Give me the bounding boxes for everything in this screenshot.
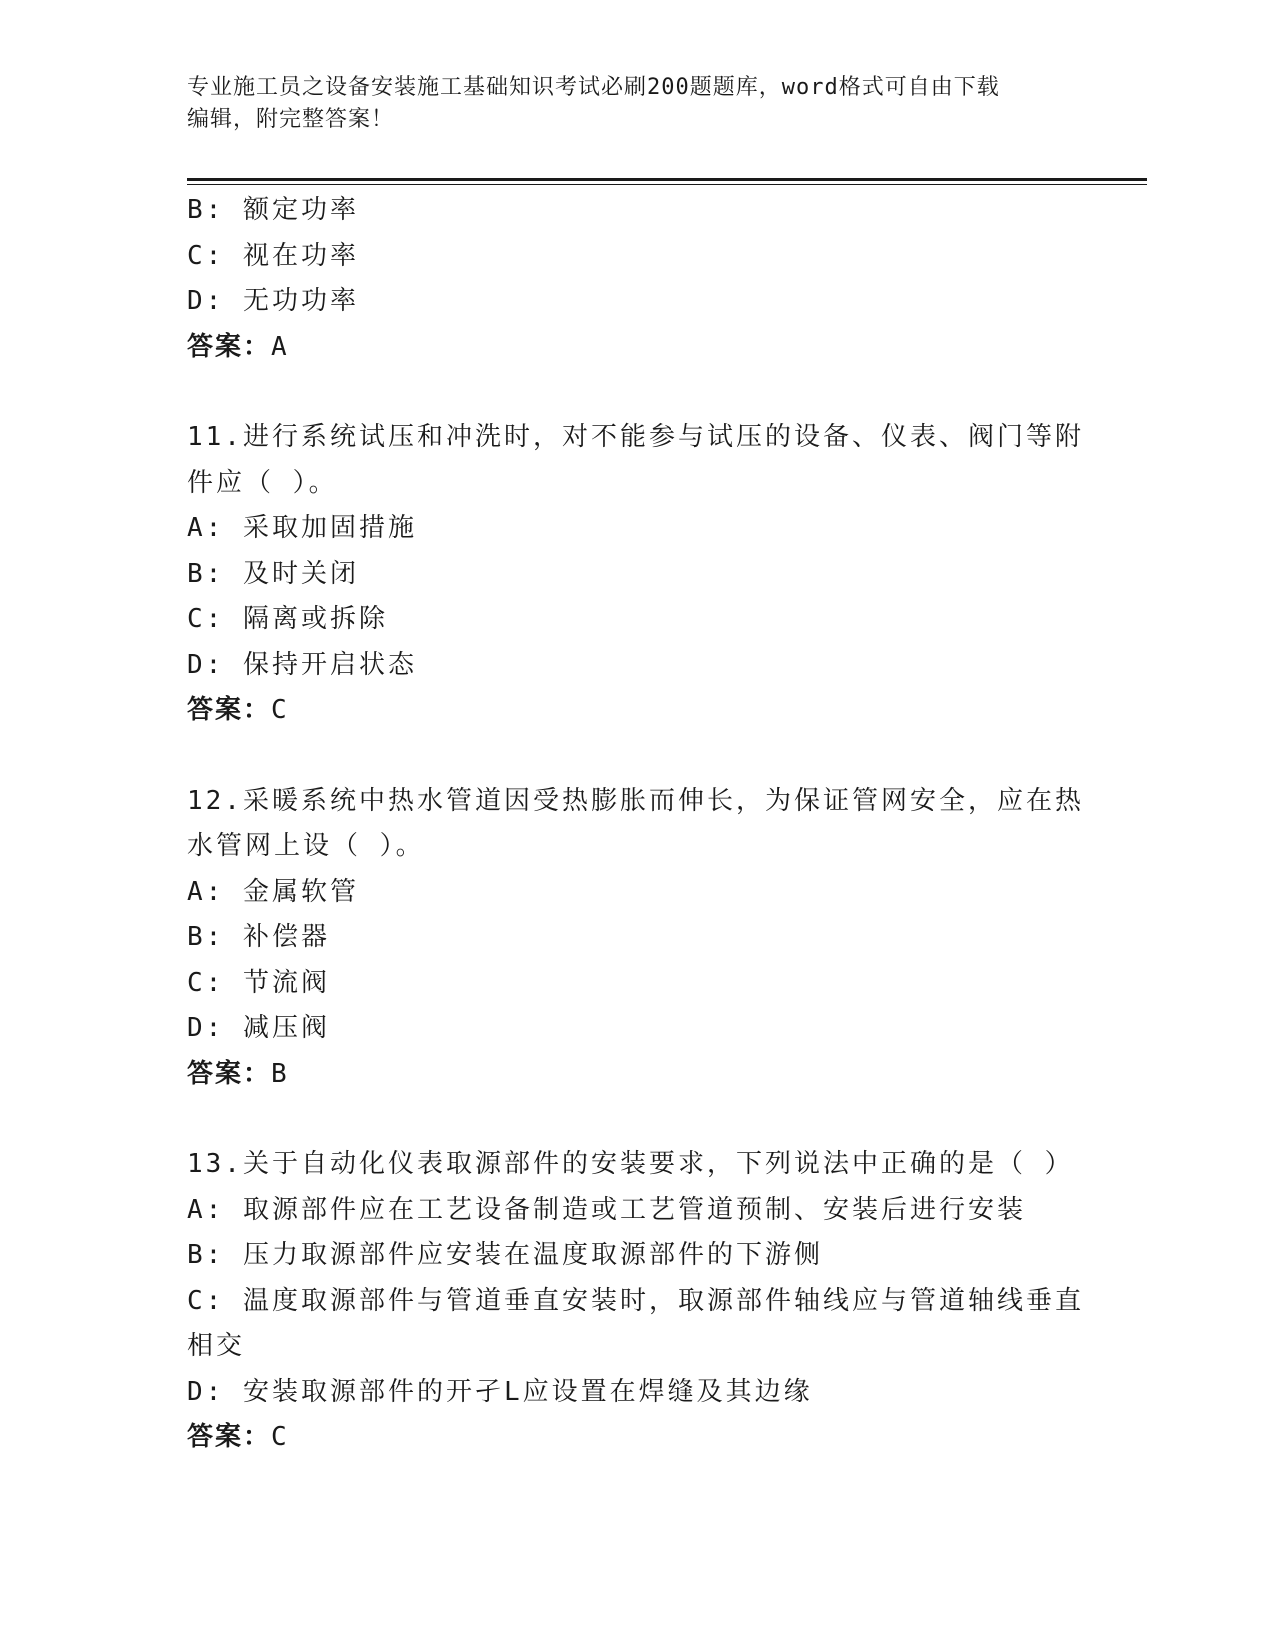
option-b: B: 压力取源部件应安装在温度取源部件的下游侧 xyxy=(187,1240,823,1270)
option-a: A: 采取加固措施 xyxy=(187,513,417,543)
answer-value: C xyxy=(271,695,290,725)
header-rule-thick xyxy=(187,178,1147,181)
answer-value: A xyxy=(271,331,290,362)
header-line-2: 编辑，附完整答案！ xyxy=(187,107,395,132)
question-stem-line-2: 件应（ ）。 xyxy=(187,467,338,498)
answer-line xyxy=(187,1052,1087,1098)
option-d: D: 无功功率 xyxy=(187,286,359,316)
question-stem-line-2: 水管网上设（ ）。 xyxy=(187,831,425,861)
header-line-1: 专业施工员之设备安装施工基础知识考试必刷200题题库，word格式可自由下载 xyxy=(187,75,1000,100)
option-d: D: 安装取源部件的开孑L应设置在焊缝及其边缘 xyxy=(187,1376,813,1407)
option-d: D: 减压阀 xyxy=(187,1013,330,1043)
option-b: B: 补偿器 xyxy=(187,922,330,952)
option-c: C: 温度取源部件与管道垂直安装时，取源部件轴线应与管道轴线垂直 xyxy=(187,1285,1084,1316)
option-c-continued: 相交 xyxy=(187,1331,246,1361)
question-stem-line-1: 11.进行系统试压和冲洗时，对不能参与试压的设备、仪表、阀门等附 xyxy=(187,422,1084,452)
answer-label: 答案： xyxy=(187,331,272,362)
option-a: A: 金属软管 xyxy=(187,876,359,907)
option-c: C: 隔离或拆除 xyxy=(187,604,388,634)
answer-line xyxy=(187,325,1087,371)
document-header xyxy=(187,72,1087,136)
answer-label: 答案： xyxy=(187,695,272,725)
answer-value: C xyxy=(271,1422,290,1452)
header-rule-thin xyxy=(187,184,1147,185)
question-11 xyxy=(187,415,1087,734)
option-b: B: 及时关闭 xyxy=(187,558,359,589)
question-12 xyxy=(187,779,1087,1098)
answer-label: 答案： xyxy=(187,1422,272,1452)
option-d: D: 保持开启状态 xyxy=(187,649,417,680)
question-stem-line-1: 12.采暖系统中热水管道因受热膨胀而伸长，为保证管网安全，应在热 xyxy=(187,785,1084,816)
answer-line xyxy=(187,1415,1087,1461)
option-a: A: 取源部件应在工艺设备制造或工艺管道预制、安装后进行安装 xyxy=(187,1194,1026,1225)
option-c: C: 节流阀 xyxy=(187,967,330,998)
question-list xyxy=(187,188,1087,1506)
answer-value: B xyxy=(271,1058,290,1089)
option-b: B: 额定功率 xyxy=(187,195,359,225)
question-10-continued xyxy=(187,188,1087,370)
answer-label: 答案： xyxy=(187,1058,272,1089)
answer-line xyxy=(187,688,1087,734)
option-c: C: 视在功率 xyxy=(187,240,359,271)
question-13 xyxy=(187,1142,1087,1461)
question-stem-line-1: 13.关于自动化仪表取源部件的安装要求，下列说法中正确的是（ ） xyxy=(187,1149,1074,1179)
